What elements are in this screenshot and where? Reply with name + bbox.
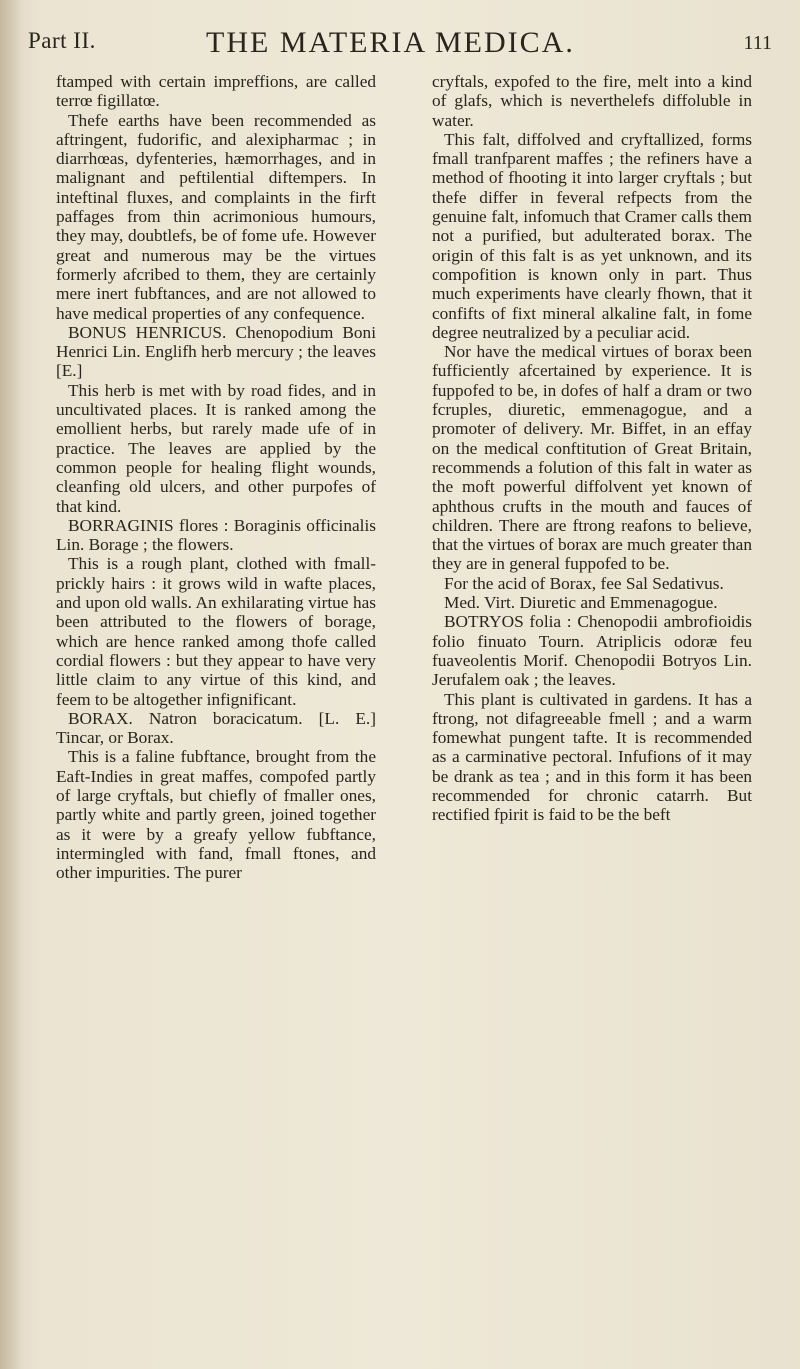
paragraph-borax-description: This is a faline fubftance, brought from the Eaft-Indies in great maffes, compofed partly of large cryftals, but chiefly of fmaller ones, partly white and partly green, joined together as it were by a greafy yellow fubftance, intermingled with fand, fmall ftones, and other impurities. The purer — [56, 747, 376, 883]
entry-borraginis: BORRAGINIS flores : Boraginis officinalis Lin. Borage ; the flowers. — [56, 515, 376, 555]
paragraph-botryos: This plant is cultivated in gardens. It has a ftrong, not difagreeable fmell ; and a warm fomewhat pungent tafte. It is recommended as a carminative pectoral. Infufions of it may be drank as tea ; and in this form it has been recommended for chronic catarrh. But rectified fpirit is faid to be the beft — [432, 689, 752, 825]
paragraph-borax-salt: This falt, diffolved and cryftallized, forms fmall tranfparent maffes ; the refiners have a method of fhooting it into larger cryftals ; but thefe differ in feveral refpects from the genuine falt, infomuch that Cramer calls them not a purified, but adulterated borax. The origin of this falt is as yet unknown, and its compofition is known only in part. Thus much experiments have clearly fhown, that it confifts of fixt mineral alkaline falt, in fome degree neutralized by a peculiar acid. — [432, 129, 752, 342]
right-column — [432, 72, 752, 825]
page-binding-shadow — [0, 0, 22, 1369]
part-label: Part II. — [28, 28, 96, 53]
entry-bonus-henricus: BONUS HENRICUS. Chenopodium Boni Henrici Lin. Englifh herb mercury ; the leaves [E.] — [56, 322, 376, 381]
paragraph-borage: This is a rough plant, clothed with fmall-prickly hairs : it grows wild in wafte places, and upon old walls. An exhilarating virtue has been attributed to the flowers of borage, which are hence ranked among thofe called cordial flowers : but they appear to have very little claim to any virtue of this kind, and feem to be altogether infignificant. — [56, 554, 376, 709]
paragraph-borax-crystals: cryftals, expofed to the fire, melt into a kind of glafs, which is neverthelefs diffoluble in water. — [432, 72, 752, 130]
page-number: 111 — [743, 32, 772, 54]
paragraph-earths-virtues: Thefe earths have been recommended as aftringent, fudorific, and alexipharmac ; in diarrhœas, dyfenteries, hæmorrhages, and in malignant and peftilential diftempers. In inteftinal fluxes, and complaints in the firft paffages from thin acrimonious humours, they may, doubtlefs, be of fome ufe. However great and numerous may be the virtues formerly afcribed to them, they are certainly mere inert fubftances, and are not allowed to have medical properties of any confequence. — [56, 110, 376, 323]
paragraph-med-virt: Med. Virt. Diuretic and Emmenagogue. — [444, 593, 718, 613]
paragraph-bonus-henricus: This herb is met with by road fides, and in uncultivated places. It is ranked among the emollient herbs, but rarely made ufe of in practice. The leaves are applied by the common people for healing flight wounds, cleanfing old ulcers, and other purpofes of that kind. — [56, 380, 376, 516]
running-header — [28, 6, 780, 66]
paragraph-terrae-continued: ftamped with certain impreffions, are called terrœ figillatœ. — [56, 72, 376, 111]
running-title: THE MATERIA MEDICA. — [206, 26, 575, 59]
paragraph-borax-virtues: Nor have the medical virtues of borax been fufficiently afcertained by experience. It is fuppofed to be, in dofes of half a dram or two fcruples, diuretic, emmenagogue, and a promoter of delivery. Mr. Biffet, in an effay on the medical conftitution of Great Britain, recommends a folution of this falt in water as the moft powerful diffolvent yet known of aphthous crufts in the mouth and fauces of children. There are ftrong reafons to believe, that the virtues of borax are much greater than they are in general fuppofed to be. — [432, 342, 752, 574]
entry-borax: BORAX. Natron boracicatum. [L. E.] Tincar, or Borax. — [56, 708, 376, 748]
paragraph-borax-acid-ref: For the acid of Borax, fee Sal Sedativus. — [444, 573, 724, 593]
left-column — [56, 72, 376, 882]
entry-botryos: BOTRYOS folia : Chenopodii ambrofioidis folio finuato Tourn. Atriplicis odoræ feu fuaveolentis Morif. Chenopodii Botryos Lin. Jerufalem oak ; the leaves. — [432, 612, 752, 690]
